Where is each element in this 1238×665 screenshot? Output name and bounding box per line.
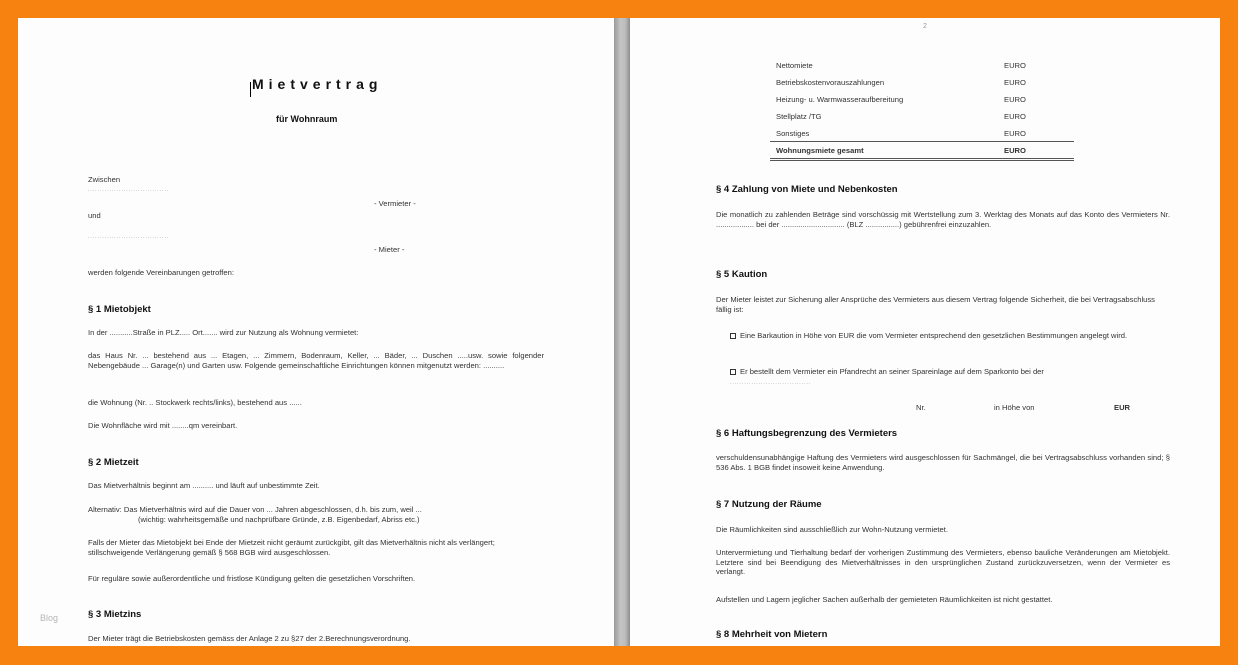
amount-currency: EUR <box>1114 403 1131 412</box>
document-title: Mietvertrag <box>252 76 383 92</box>
table-underline <box>770 158 1074 159</box>
section-2-p2a: Alternativ: Das Mietverhältnis wird auf die Dauer von ... Jahren abgeschlossen, d.h. bis zum, weil ... <box>88 505 422 514</box>
section-7-p1: Die Räumlichkeiten sind ausschließlich zur Wohn-Nutzung vermietet. <box>716 525 948 534</box>
section-5-p1: Der Mieter leistet zur Sicherung aller Ansprüche des Vermieters aus diesem Vertrag folgende Sicherheit, die bei Vertragsabschluss fällig ist: <box>716 295 1155 314</box>
page-divider <box>614 18 630 646</box>
tenant-label: - Mieter - <box>374 245 405 254</box>
section-3-heading: § 3 Mietzins <box>88 609 142 620</box>
document-subtitle: für Wohnraum <box>276 114 338 124</box>
section-1-p1: In der ...........Straße in PLZ..... Ort....... wird zur Nutzung als Wohnung vermietet: <box>88 328 359 337</box>
cost-currency: EURO <box>1004 78 1026 87</box>
table-underline <box>770 160 1074 161</box>
cost-label: Stellplatz /TG <box>776 112 822 121</box>
page-1 <box>18 18 614 646</box>
deposit-option-pledge <box>730 367 1170 377</box>
parties-and: und <box>88 211 101 220</box>
section-7-p3: Aufstellen und Lagern jeglicher Sachen außerhalb der gemieteten Räumlichkeiten ist nicht gestattet. <box>716 595 1053 604</box>
cost-label: Nettomiete <box>776 61 813 70</box>
rent-cost-table <box>770 58 1074 160</box>
section-6-p1: verschuldensunabhängige Haftung des Vermieters wird ausgeschlossen für Sachmängel, die bei Vertragsabschluss vorhanden sind; § 536 Abs. 1 BGB findet insoweit keine Anwendung. <box>716 453 1170 472</box>
section-7-heading: § 7 Nutzung der Räume <box>716 499 822 510</box>
cost-label: Sonstiges <box>776 129 810 138</box>
section-1-p2: das Haus Nr. ... bestehend aus ... Etagen, ... Zimmern, Bodenraum, Keller, ... Bäder, ... Duschen .....usw. sowie folgender Nebengebäude ... Garage(n) und Garten usw. Folgende gemeinschaftliche Einrichtungen können mitgenutzt werden: .......... <box>88 351 544 370</box>
section-1-p3: die Wohnung (Nr. .. Stockwerk rechts/links), bestehend aus ...... <box>88 398 302 407</box>
section-1-heading: § 1 Mietobjekt <box>88 304 151 315</box>
section-4-heading: § 4 Zahlung von Miete und Nebenkosten <box>716 184 898 195</box>
section-3-p1: Der Mieter trägt die Betriebskosten gemäss der Anlage 2 zu §27 der 2.Berechnungsverordnung. <box>88 634 411 643</box>
section-4-p1: Die monatlich zu zahlenden Beträge sind vorschüssig mit Wertstellung zum 3. Werktag des Monats auf das Konto des Vermieters Nr. .................. bei der .............................. (BLZ ................) gebührenfrei einzuzahlen. <box>716 210 1170 229</box>
cost-label: Heizung- u. Warmwasseraufbereitung <box>776 95 904 104</box>
document-viewer <box>18 18 1220 646</box>
cost-currency: EURO <box>1004 61 1026 70</box>
deposit-option-cash-text: Eine Barkaution in Höhe von EUR die vom Vermieter entsprechend den gesetzlichen Bestimmungen angelegt wird. <box>740 331 1128 340</box>
cost-currency: EURO <box>1004 112 1026 121</box>
cost-row <box>770 58 1074 75</box>
amount-label: in Höhe von <box>994 403 1035 412</box>
tenant-name-blank[interactable]: .................................. <box>88 234 170 240</box>
cost-currency: EURO <box>1004 129 1026 138</box>
cost-label: Betriebskostenvorauszahlungen <box>776 78 885 87</box>
section-1-p4: Die Wohnfläche wird mit ........qm vereinbart. <box>88 421 238 430</box>
section-2-heading: § 2 Mietzeit <box>88 457 139 468</box>
account-nr-label: Nr. <box>916 403 926 412</box>
agreements-intro: werden folgende Vereinbarungen getroffen: <box>88 268 234 277</box>
section-6-heading: § 6 Haftungsbegrenzung des Vermieters <box>716 428 898 439</box>
bank-name-blank[interactable]: .................................. <box>730 380 812 386</box>
page-2 <box>630 18 1220 646</box>
deposit-option-pledge-text: Er bestellt dem Vermieter ein Pfandrecht an seiner Spareinlage auf dem Sparkonto bei der <box>740 367 1044 376</box>
cost-currency: EURO <box>1004 95 1026 104</box>
parties-between: Zwischen <box>88 175 121 184</box>
blog-watermark: Blog <box>40 613 59 623</box>
section-2-p2b: (wichtig: wahrheitsgemäße und nachprüfbare Gründe, z.B. Eigenbedarf, Abriss etc.) <box>138 515 420 524</box>
checkbox[interactable] <box>730 369 736 375</box>
cost-total-currency: EURO <box>1004 146 1026 155</box>
landlord-name-blank[interactable]: .................................. <box>88 187 170 193</box>
checkbox[interactable] <box>730 333 736 339</box>
section-7-p2: Untervermietung und Tierhaltung bedarf der vorherigen Zustimmung des Vermieters, ebenso bauliche Veränderungen am Mietobjekt. Letztere sind bei Beendigung des Mietverhältnisses in den ursprünglichen Zustand zurückzuversetzen, wenn der Vermieter es verlangt. <box>716 548 1170 577</box>
cost-row <box>770 92 1074 109</box>
cost-total-label: Wohnungsmiete gesamt <box>776 146 864 155</box>
cost-row <box>770 109 1074 126</box>
deposit-option-cash <box>730 331 1170 341</box>
table-underline <box>770 141 1074 142</box>
section-2-p1: Das Mietverhältnis beginnt am .......... und läuft auf unbestimmte Zeit. <box>88 481 320 490</box>
section-2-p4: Für reguläre sowie außerordentliche und fristlose Kündigung gelten die gesetzlichen Vorschriften. <box>88 574 416 583</box>
section-2-p3: Falls der Mieter das Mietobjekt bei Ende der Mietzeit nicht geräumt zurückgibt, gilt das Mietverhältnis nicht als verlängert; stillschweigende Verlängerung gemäß § 568 BGB wird ausgeschlossen. <box>88 538 495 557</box>
section-8-heading: § 8 Mehrheit von Mietern <box>716 629 828 640</box>
text-cursor <box>250 82 251 97</box>
page-number: 2 <box>923 23 927 30</box>
cost-row <box>770 75 1074 92</box>
section-5-heading: § 5 Kaution <box>716 269 768 280</box>
landlord-label: - Vermieter - <box>374 199 416 208</box>
